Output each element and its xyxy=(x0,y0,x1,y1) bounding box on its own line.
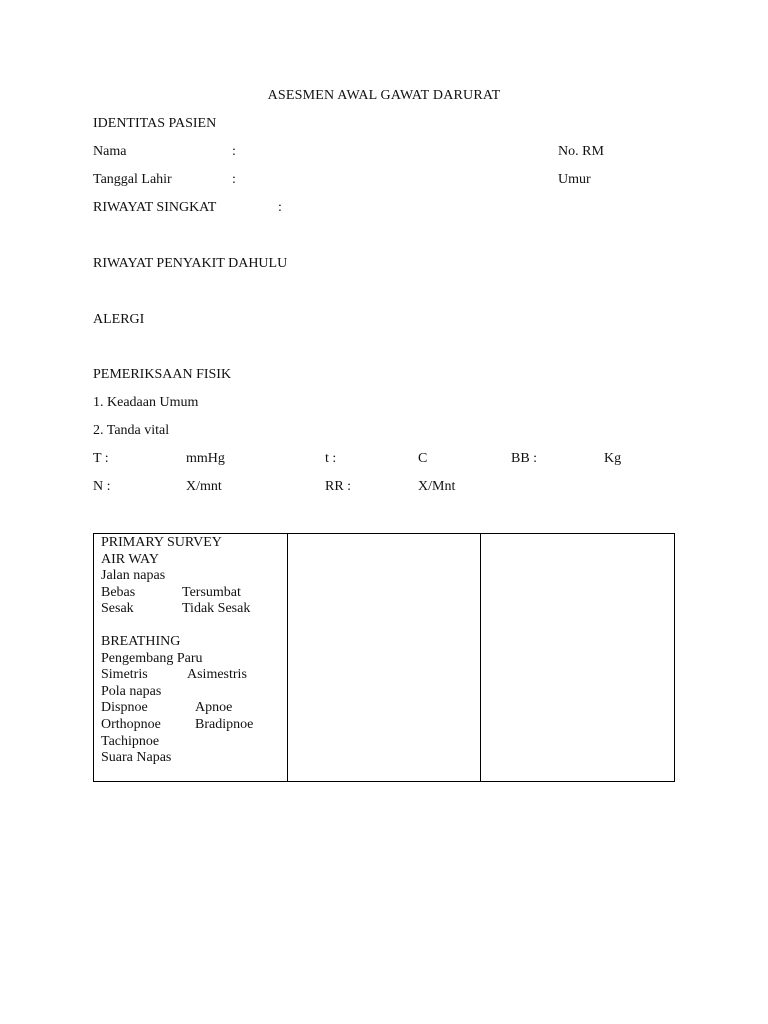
sesak-option: Sesak xyxy=(101,601,134,617)
spacer xyxy=(101,618,253,634)
dispnoe-row xyxy=(101,700,253,717)
primary-survey-heading: PRIMARY SURVEY xyxy=(101,535,222,550)
nama-label: Nama xyxy=(93,144,127,159)
airway-heading: AIR WAY xyxy=(101,551,159,567)
apnoe-option: Apnoe xyxy=(195,700,233,716)
riwayat-singkat-colon: : xyxy=(278,200,282,215)
tachipnoe-option: Tachipnoe xyxy=(101,733,160,749)
umur-label: Umur xyxy=(558,172,591,187)
primary-survey-table xyxy=(93,533,675,782)
no-rm-label: No. RM xyxy=(558,144,604,159)
bebas-tersumbat-row xyxy=(101,585,253,602)
respirasi-unit: X/Mnt xyxy=(418,479,456,494)
suara-napas-label: Suara Napas xyxy=(101,750,172,766)
breathing-heading: BREATHING xyxy=(101,633,181,649)
pola-napas-label: Pola napas xyxy=(101,683,162,699)
tekanan-darah-unit: mmHg xyxy=(186,451,225,466)
nadi-label: N : xyxy=(93,479,111,494)
keadaan-umum-label: 1. Keadaan Umum xyxy=(93,395,199,410)
document-title: ASESMEN AWAL GAWAT DARURAT xyxy=(267,88,501,103)
tekanan-darah-label: T : xyxy=(93,451,109,466)
tanda-vital-label: 2. Tanda vital xyxy=(93,423,170,438)
simetris-option: Simetris xyxy=(101,667,148,683)
simetris-row xyxy=(101,667,253,684)
orthopnoe-row xyxy=(101,717,253,734)
sesak-row xyxy=(101,601,253,618)
riwayat-penyakit-dahulu: RIWAYAT PENYAKIT DAHULU xyxy=(93,256,288,271)
nama-colon: : xyxy=(232,144,236,159)
riwayat-singkat-label: RIWAYAT SINGKAT xyxy=(93,200,217,215)
survey-cell-content xyxy=(101,535,253,767)
tanggal-lahir-colon: : xyxy=(232,172,236,187)
respirasi-label: RR : xyxy=(325,479,352,494)
suhu-label: t : xyxy=(325,451,337,466)
nadi-unit: X/mnt xyxy=(186,479,222,494)
tidak-sesak-option: Tidak Sesak xyxy=(182,601,251,617)
jalan-napas-label: Jalan napas xyxy=(101,568,166,584)
table-column-middle xyxy=(287,534,481,781)
dispnoe-option: Dispnoe xyxy=(101,700,148,716)
pengembang-paru-label: Pengembang Paru xyxy=(101,650,203,666)
pemeriksaan-fisik-heading: PEMERIKSAAN FISIK xyxy=(93,367,232,382)
bradipnoe-option: Bradipnoe xyxy=(195,716,254,732)
identitas-heading: IDENTITAS PASIEN xyxy=(93,116,217,131)
berat-badan-unit: Kg xyxy=(604,451,622,466)
tanggal-lahir-label: Tanggal Lahir xyxy=(93,172,172,187)
table-column-right xyxy=(480,534,674,781)
suhu-unit: C xyxy=(418,451,428,466)
asimestris-option: Asimestris xyxy=(187,667,247,683)
orthopnoe-option: Orthopnoe xyxy=(101,716,161,732)
bebas-option: Bebas xyxy=(101,584,136,600)
berat-badan-label: BB : xyxy=(511,451,538,466)
alergi-label: ALERGI xyxy=(93,312,145,327)
tersumbat-option: Tersumbat xyxy=(182,584,241,600)
table-column-survey xyxy=(94,534,287,781)
